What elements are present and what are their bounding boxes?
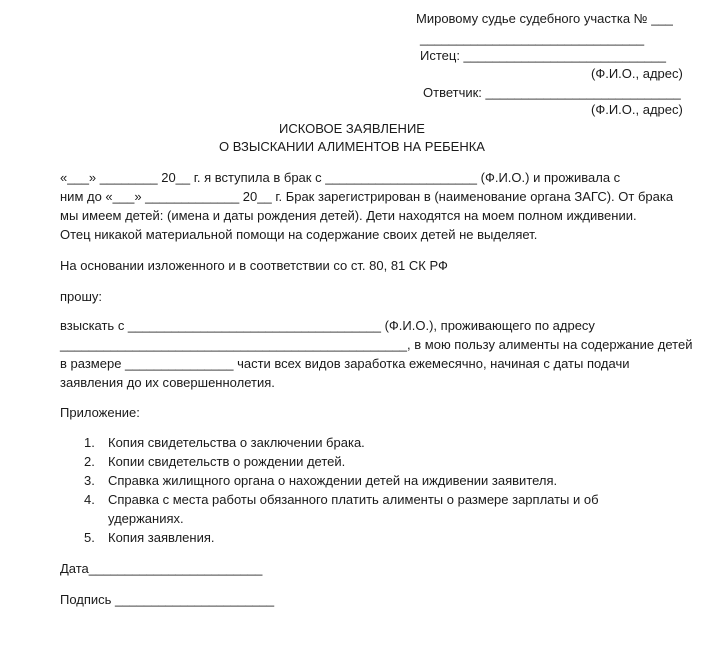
paragraph-3-line-1: взыскать с ___________________________________ (Ф.И.О.), проживающего по адресу xyxy=(60,318,595,333)
judge-line: Мировому судье судебного участка № ___ xyxy=(416,11,673,26)
document-title: ИСКОВОЕ ЗАЯВЛЕНИЕ xyxy=(279,121,425,136)
paragraph-1-line-1: «___» ________ 20__ г. я вступила в брак с _____________________ (Ф.И.О.) и проживала с xyxy=(60,170,621,185)
attachment-item: Копия свидетельства о заключении брака. xyxy=(108,435,365,450)
attachment-number: 1. xyxy=(84,435,95,450)
attachment-item: Справка с места работы обязанного платить алименты о размере зарплаты и об xyxy=(108,492,599,507)
document-subtitle: О ВЗЫСКАНИИ АЛИМЕНТОВ НА РЕБЕНКА xyxy=(219,139,485,154)
attachment-item: Копия заявления. xyxy=(108,530,215,545)
date-field: Дата________________________ xyxy=(60,561,263,576)
attachment-number: 3. xyxy=(84,473,95,488)
paragraph-3-line-3: в размере _______________ части всех видов заработка ежемесячно, начиная с даты подачи xyxy=(60,356,630,371)
attachment-item-continuation: удержаниях. xyxy=(108,511,184,526)
attachment-item: Справка жилищного органа о нахождении детей на иждивении заявителя. xyxy=(108,473,558,488)
paragraph-1-line-4: Отец никакой материальной помощи на содержание своих детей не выделяет. xyxy=(60,227,538,242)
defendant-hint: (Ф.И.О., адрес) xyxy=(591,102,683,117)
plaintiff-line: Истец: ____________________________ xyxy=(420,48,666,63)
attachments-label: Приложение: xyxy=(60,405,140,420)
paragraph-1-line-2: ним до «___» _____________ 20__ г. Брак зарегистрирован в (наименование органа ЗАГС). От брака xyxy=(60,189,674,204)
paragraph-3-line-4: заявления до их совершеннолетия. xyxy=(60,375,275,390)
request-label: прошу: xyxy=(60,289,103,304)
blank-line: _______________________________ xyxy=(420,31,645,46)
plaintiff-hint: (Ф.И.О., адрес) xyxy=(591,66,683,81)
signature-field: Подпись ______________________ xyxy=(60,592,275,607)
attachment-item: Копии свидетельств о рождении детей. xyxy=(108,454,346,469)
paragraph-2: На основании изложенного и в соответствии со ст. 80, 81 СК РФ xyxy=(60,258,448,273)
attachment-number: 5. xyxy=(84,530,95,545)
paragraph-1-line-3: мы имеем детей: (имена и даты рождения детей). Дети находятся на моем полном иждивении. xyxy=(60,208,637,223)
paragraph-3-line-2: ________________________________________________, в мою пользу алименты на содержание детей xyxy=(60,337,693,352)
attachment-number: 2. xyxy=(84,454,95,469)
defendant-line: Ответчик: ___________________________ xyxy=(423,85,681,100)
attachment-number: 4. xyxy=(84,492,95,507)
